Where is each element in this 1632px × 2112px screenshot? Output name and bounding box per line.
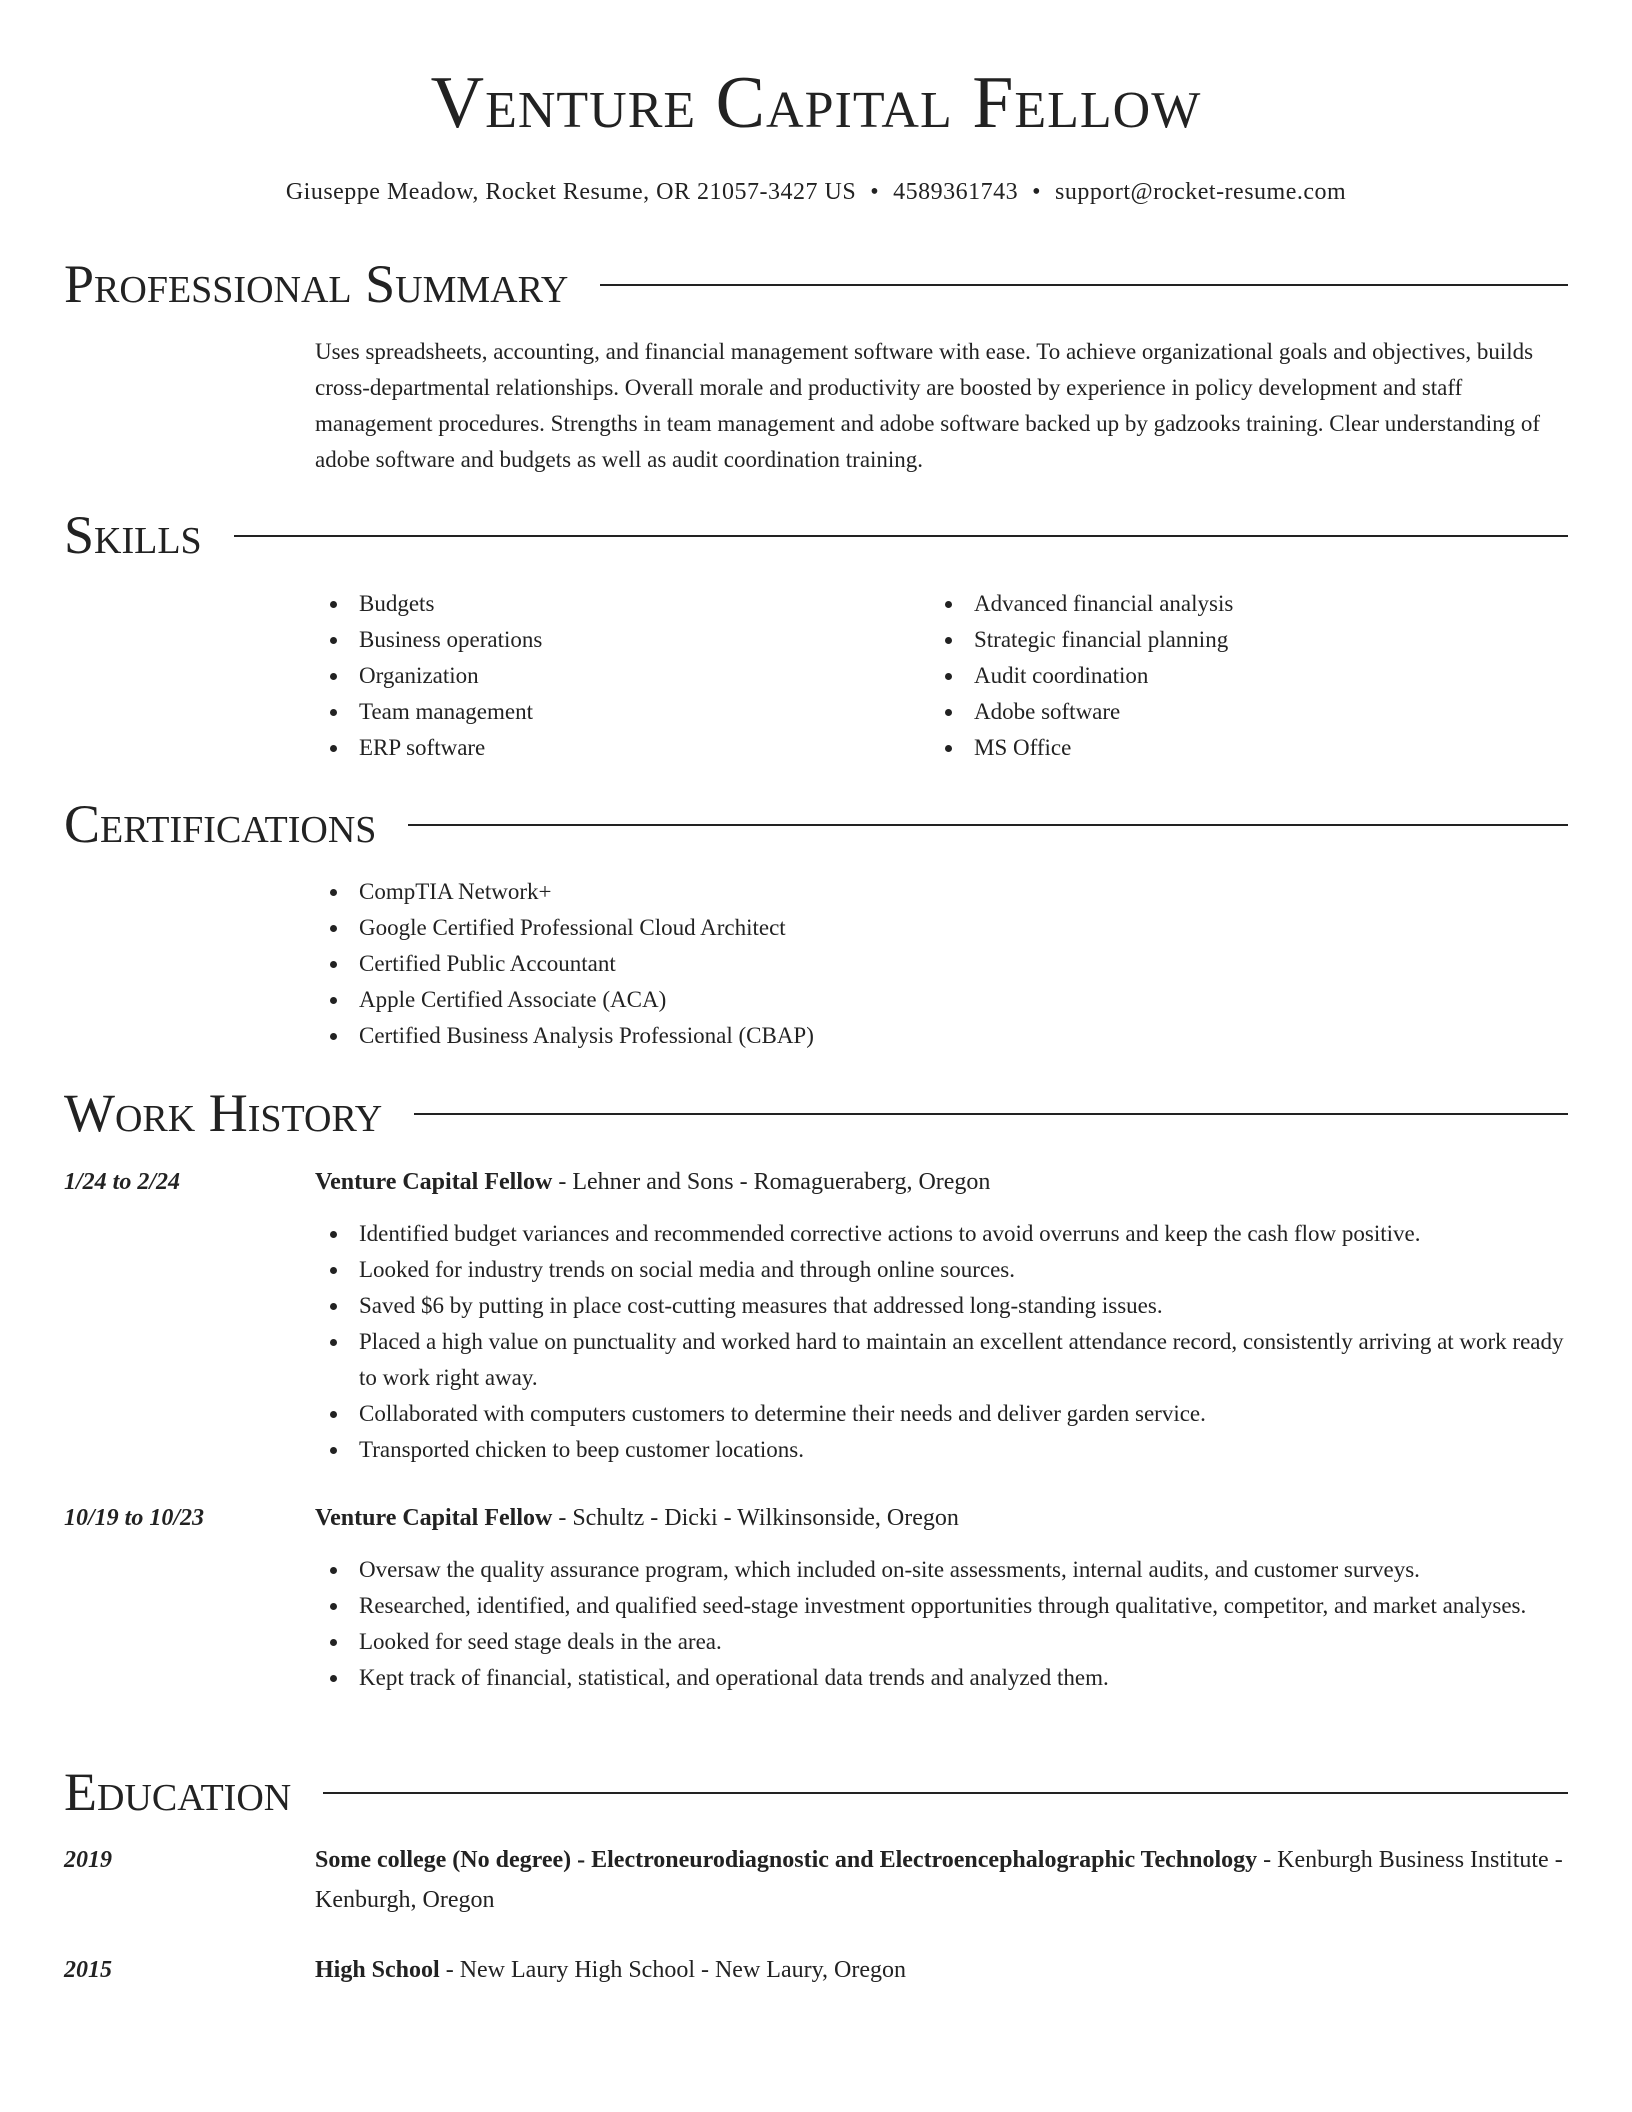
certifications-title: Certifications — [64, 794, 377, 854]
education-entry — [315, 1950, 1568, 1990]
skill-item: Team management — [315, 694, 915, 730]
skill-item: Business operations — [315, 622, 915, 658]
skills-heading — [64, 503, 1568, 567]
section-divider — [414, 1113, 1568, 1115]
certification-item: Google Certified Professional Cloud Architect — [315, 910, 1568, 946]
education-year: 2019 — [64, 1847, 112, 1873]
contact-email: support@rocket-resume.com — [1055, 179, 1347, 205]
section-divider — [408, 824, 1568, 826]
job-duty-item: Identified budget variances and recommended corrective actions to avoid overruns and keep the cash flow positive. — [315, 1216, 1568, 1252]
job-dates: 1/24 to 2/24 — [64, 1169, 181, 1195]
contact-phone: 4589361743 — [893, 179, 1019, 205]
education-school: - Kenburgh Business Institute - Kenburgh, Oregon — [315, 1847, 1563, 1913]
certifications-heading — [64, 792, 1568, 856]
resume-name: Venture Capital Fellow — [430, 62, 1202, 144]
job-duties — [315, 1552, 1568, 1696]
skill-item: MS Office — [930, 730, 1530, 766]
education-entry — [315, 1840, 1568, 1920]
certification-item: Certified Public Accountant — [315, 946, 1568, 982]
contact-address: Giuseppe Meadow, Rocket Resume, OR 21057-3427 US — [285, 179, 857, 205]
education-school: - New Laury High School - New Laury, Oregon — [439, 1957, 907, 1983]
job-duty-item: Transported chicken to beep customer locations. — [315, 1432, 1568, 1468]
job-duty-item: Oversaw the quality assurance program, which included on-site assessments, internal audits, and customer surveys. — [315, 1552, 1568, 1588]
work-heading — [64, 1081, 1568, 1145]
skill-item: Organization — [315, 658, 915, 694]
job-employer: - Lehner and Sons - Romagueraberg, Oregon — [552, 1169, 991, 1195]
job-duty-item: Looked for industry trends on social media and through online sources. — [315, 1252, 1568, 1288]
skill-item: Adobe software — [930, 694, 1530, 730]
education-heading — [64, 1760, 1568, 1824]
job-duty-item: Saved $6 by putting in place cost-cutting measures that addressed long-standing issues. — [315, 1288, 1568, 1324]
contact-separator: • — [870, 179, 880, 205]
job-role: Venture Capital Fellow — [315, 1505, 553, 1531]
certification-item: CompTIA Network+ — [315, 874, 1568, 910]
education-degree: High School — [315, 1957, 440, 1983]
skills-title: Skills — [64, 505, 202, 565]
skill-item: Budgets — [315, 586, 915, 622]
section-divider — [323, 1792, 1568, 1794]
contact-line — [0, 176, 1632, 208]
contact-separator: • — [1032, 179, 1041, 205]
job-role: Venture Capital Fellow — [315, 1169, 553, 1195]
job-duty-item: Researched, identified, and qualified seed-stage investment opportunities through qualitative, competitor, and market analyses. — [315, 1588, 1568, 1624]
skill-item: Audit coordination — [930, 658, 1530, 694]
skill-item: ERP software — [315, 730, 915, 766]
job-duty-item: Placed a high value on punctuality and worked hard to maintain an excellent attendance record, consistently arriving at work ready to work right away. — [315, 1324, 1568, 1396]
summary-title: Professional Summary — [64, 254, 569, 314]
work-title: Work History — [64, 1083, 383, 1143]
section-divider — [600, 284, 1568, 286]
job-employer: - Schultz - Dicki - Wilkinsonside, Oregon — [552, 1505, 959, 1531]
education-degree: Some college (No degree) - Electroneurodiagnostic and Electroencephalographic Technology — [315, 1847, 1258, 1873]
summary-heading — [64, 252, 1568, 316]
certification-item: Certified Business Analysis Professional (CBAP) — [315, 1018, 1568, 1054]
education-title: Education — [64, 1762, 292, 1822]
skill-item: Strategic financial planning — [930, 622, 1530, 658]
job-heading — [315, 1162, 1568, 1202]
job-duty-item: Looked for seed stage deals in the area. — [315, 1624, 1568, 1660]
section-divider — [234, 535, 1568, 537]
education-year: 2015 — [64, 1957, 112, 1983]
job-dates: 10/19 to 10/23 — [64, 1505, 205, 1531]
skills-column-right — [930, 586, 1530, 766]
certification-item: Apple Certified Associate (ACA) — [315, 982, 1568, 1018]
job-heading — [315, 1498, 1568, 1538]
summary-text: Uses spreadsheets, accounting, and financial management software with ease. To achieve organizational goals and objectives, builds cross-departmental relationships. Overall morale and productivity are boosted by experience in policy development and staff management procedures. Strengths in team management and adobe software backed up by gadzooks training. Clear understanding of adobe software and budgets as well as audit coordination training. — [315, 339, 1540, 472]
skills-column-left — [315, 586, 915, 766]
certifications-list — [315, 874, 1568, 1054]
job-duties — [315, 1216, 1568, 1468]
job-duty-item: Kept track of financial, statistical, and operational data trends and analyzed them. — [315, 1660, 1568, 1696]
skill-item: Advanced financial analysis — [930, 586, 1530, 622]
job-duty-item: Collaborated with computers customers to determine their needs and deliver garden service. — [315, 1396, 1568, 1432]
